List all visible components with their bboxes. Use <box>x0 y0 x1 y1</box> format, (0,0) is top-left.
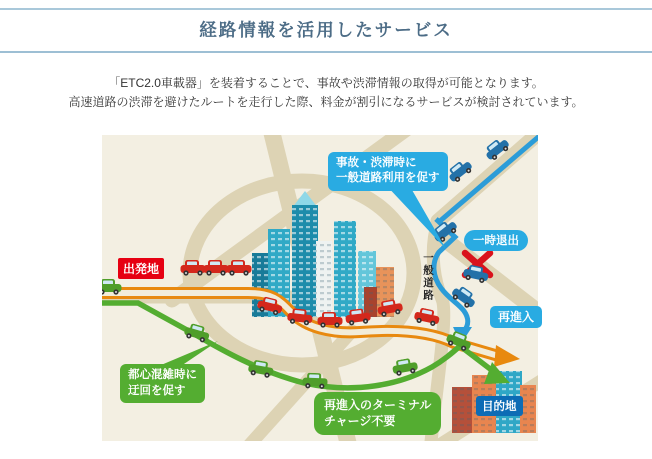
accident-callout <box>328 152 448 190</box>
departure-badge: 出発地 <box>118 258 164 279</box>
title-bar <box>0 8 652 53</box>
reentry-badge: 再進入 <box>490 306 542 328</box>
page-title: 経路情報を活用したサービス <box>199 20 453 40</box>
intro-text <box>0 74 652 111</box>
detour-callout-line2: 迂回を促す <box>128 384 186 397</box>
route-map-illustration <box>102 135 538 441</box>
accident-callout-line2: 一般道路利用を促す <box>336 172 440 185</box>
accident-callout-line1: 事故・渋滞時に <box>336 157 417 170</box>
detour-callout <box>120 364 205 403</box>
page <box>0 8 652 441</box>
reentry-free-line2: チャージ不要 <box>324 414 396 429</box>
reentry-free-line1: 再進入のターミナル <box>324 398 432 413</box>
intro-line-1: 「ETC2.0車載器」を装着することで、事故や渋滞情報の取得が可能となります。 <box>108 76 544 90</box>
temporary-exit-badge: 一時退出 <box>464 230 528 251</box>
reentry-free-callout <box>314 392 441 434</box>
general-road-label: 一般道路 <box>422 252 434 303</box>
destination-badge: 目的地 <box>476 396 523 416</box>
intro-line-2: 高速道路の渋滞を避けたルートを走行した際、料金が割引になるサービスが検討されています。 <box>68 94 584 109</box>
detour-callout-line1: 都心混雑時に <box>128 369 197 382</box>
